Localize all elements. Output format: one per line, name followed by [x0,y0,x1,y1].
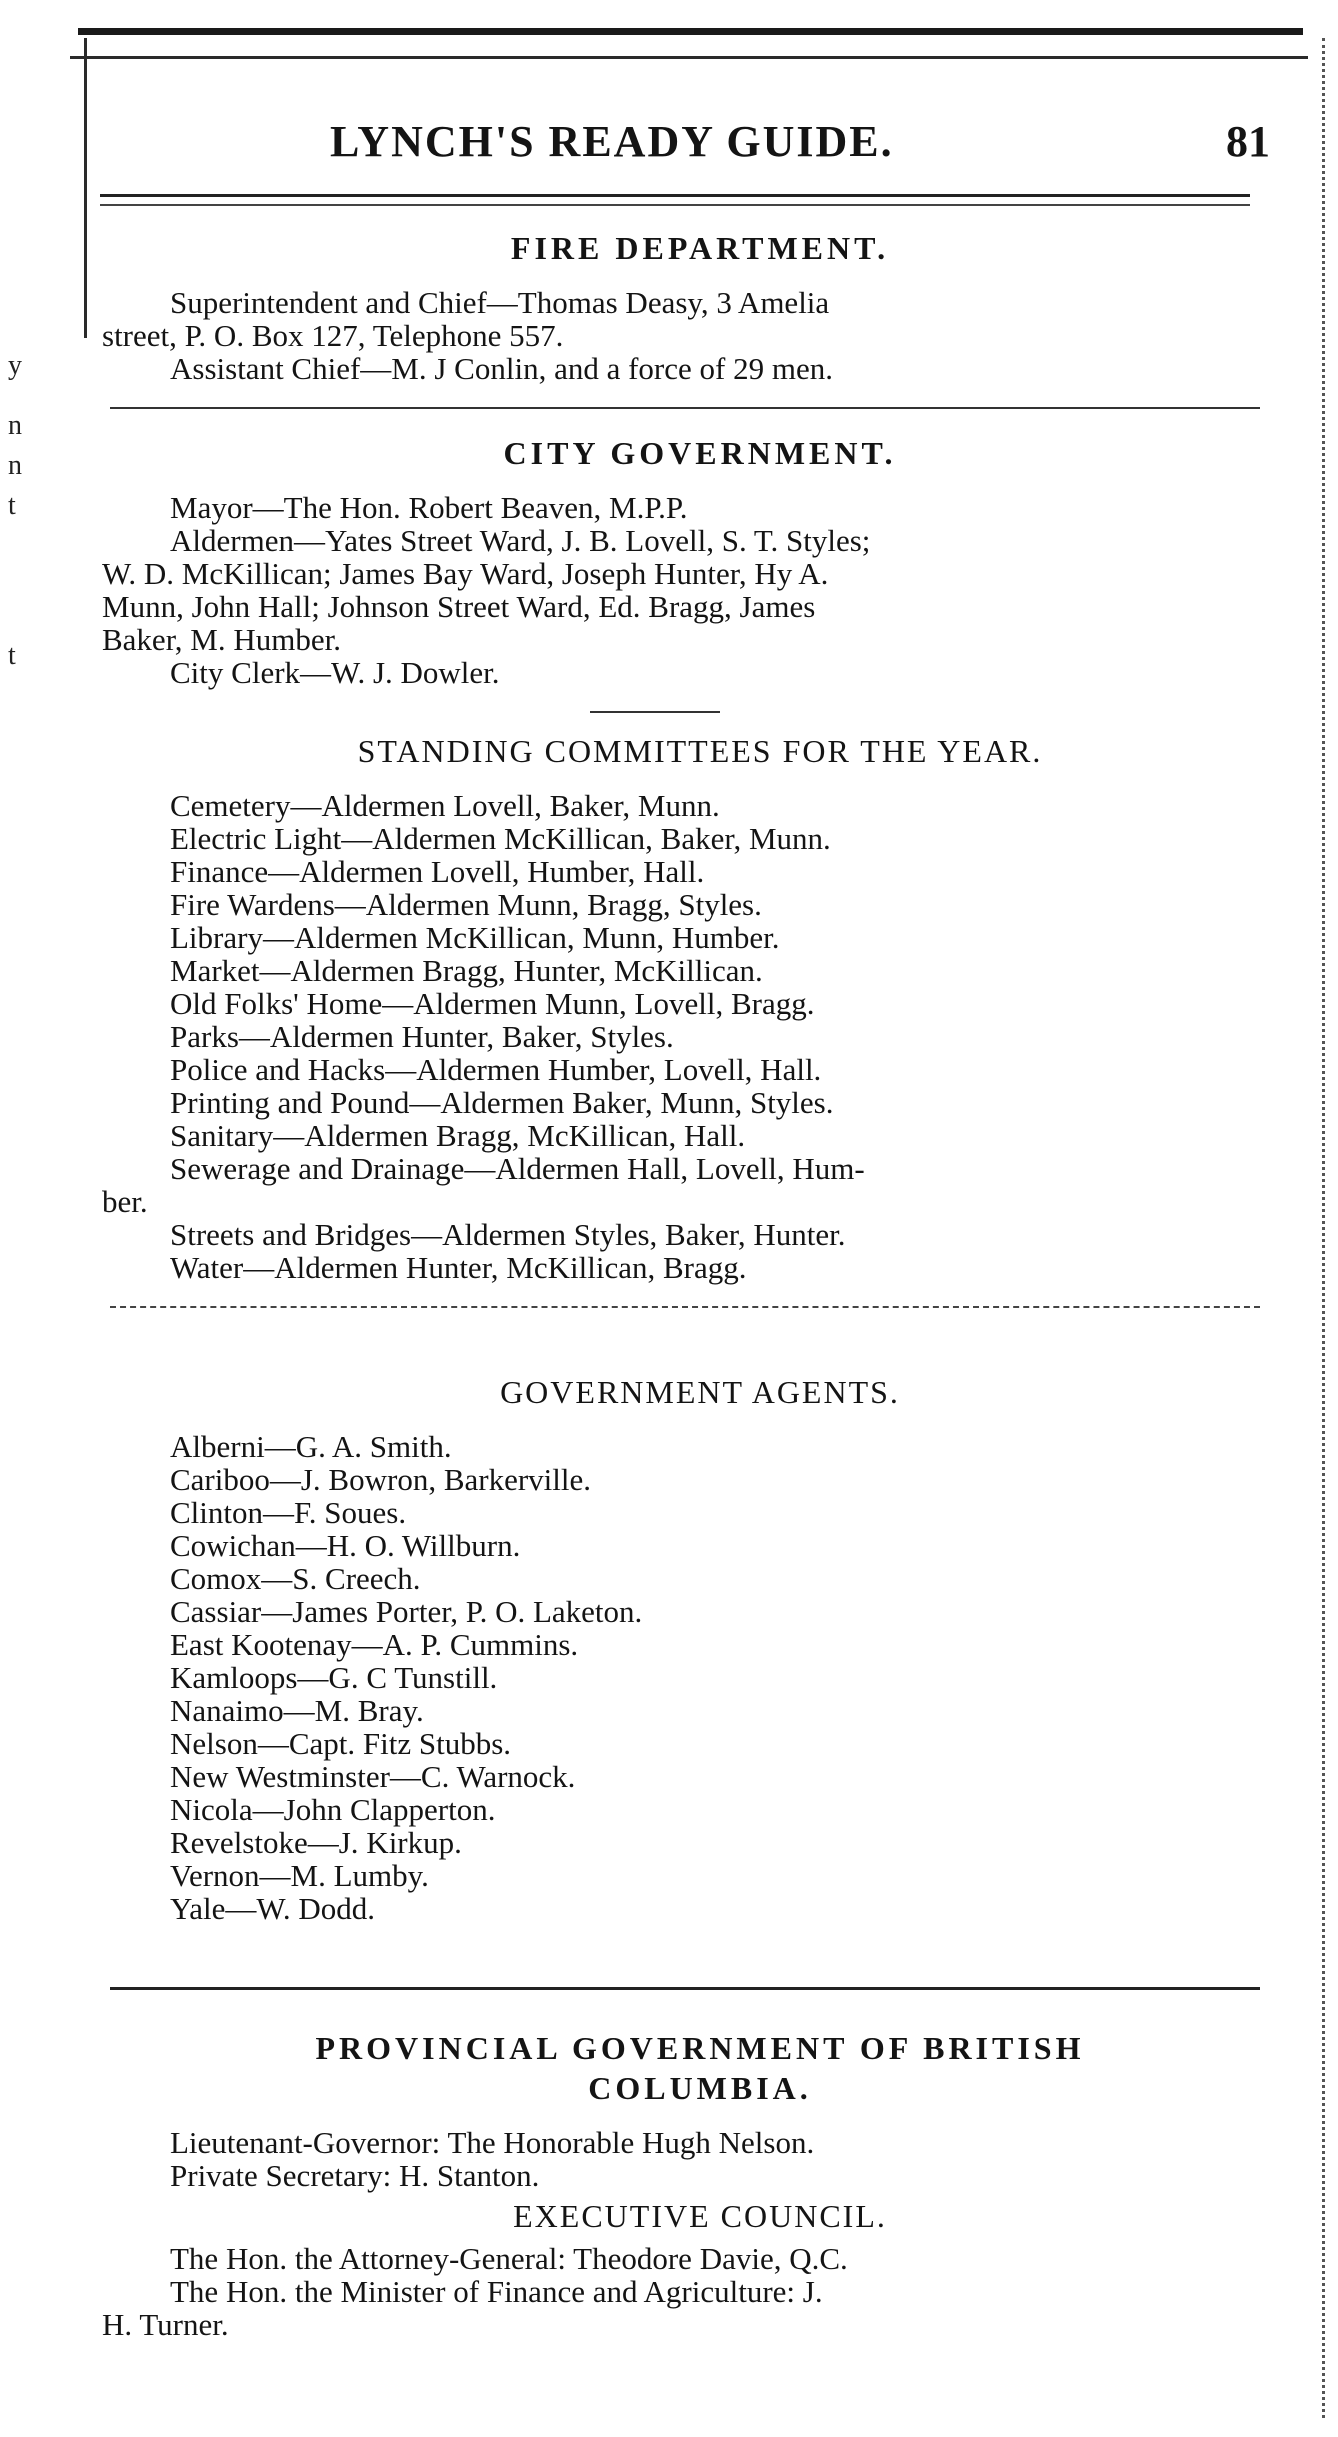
header-rule [100,194,1250,197]
list-item: Parks—Aldermen Hunter, Baker, Styles. [170,1019,674,1054]
section-divider [110,1987,1260,1990]
list-item: Police and Hacks—Aldermen Humber, Lovell, Hall. [170,1052,822,1087]
section-divider [110,407,1260,409]
text-line: Lieutenant-Governor: The Honorable Hugh Nelson. [170,2125,815,2160]
text-line: Private Secretary: H. Stanton. [170,2158,540,2193]
text-line: Mayor—The Hon. Robert Beaven, M.P.P. [170,490,688,525]
text-line: street, P. O. Box 127, Telephone 557. [102,318,564,353]
margin-fragment: n [8,410,22,441]
margin-fragment: n [8,450,22,481]
book-page [70,18,1325,2428]
standing-committees-section [70,731,1270,1284]
margin-fragment: t [8,490,16,521]
city-government-section [70,433,1270,689]
list-item: East Kootenay—A. P. Cummins. [170,1627,579,1662]
list-item: Fire Wardens—Aldermen Munn, Bragg, Styles. [170,887,762,922]
margin-fragment: t [8,640,16,671]
list-item: Water—Aldermen Hunter, McKillican, Bragg. [170,1250,747,1285]
section-heading: FIRE DEPARTMENT. [510,230,890,266]
provincial-government-section [70,2028,1270,2341]
margin-fragment: y [8,350,22,381]
section-heading-continued: COLUMBIA. [588,2070,812,2106]
text-line: Assistant Chief—M. J Conlin, and a force of 29 men. [170,351,833,386]
header-rule-secondary [100,204,1250,206]
left-margin-fragments [0,0,30,2437]
list-item: Comox—S. Creech. [170,1561,421,1596]
list-item: Nicola—John Clapperton. [170,1792,496,1827]
page-number: 81 [1226,117,1270,166]
text-line: W. D. McKillican; James Bay Ward, Joseph Hunter, Hy A. [102,556,829,591]
list-item: Old Folks' Home—Aldermen Munn, Lovell, Bragg. [170,986,815,1021]
fire-department-section [70,228,1270,385]
list-item: Cemetery—Aldermen Lovell, Baker, Munn. [170,788,720,823]
text-line: Aldermen—Yates Street Ward, J. B. Lovell, S. T. Styles; [170,523,871,558]
list-item: Cariboo—J. Bowron, Barkerville. [170,1462,592,1497]
list-item: Cowichan—H. O. Willburn. [170,1528,521,1563]
text-line: Superintendent and Chief—Thomas Deasy, 3 Amelia [170,285,830,320]
list-item: Sanitary—Aldermen Bragg, McKillican, Hall. [170,1118,746,1153]
top-rule [78,28,1303,35]
text-line: Baker, M. Humber. [102,622,341,657]
list-item: Alberni—G. A. Smith. [170,1429,452,1464]
list-item: Vernon—M. Lumby. [170,1858,429,1893]
list-item: Nelson—Capt. Fitz Stubbs. [170,1726,512,1761]
text-line: H. Turner. [102,2307,229,2342]
list-item: Electric Light—Aldermen McKillican, Baker, Munn. [170,821,831,856]
list-item: Yale—W. Dodd. [170,1891,375,1926]
section-heading: CITY GOVERNMENT. [503,435,897,471]
list-item: Nanaimo—M. Bray. [170,1693,424,1728]
section-heading: GOVERNMENT AGENTS. [500,1374,900,1410]
subsection-heading: EXECUTIVE COUNCIL. [513,2198,887,2234]
list-item: Market—Aldermen Bragg, Hunter, McKillican. [170,953,763,988]
page-content [70,228,1270,2341]
section-heading: STANDING COMMITTEES FOR THE YEAR. [357,733,1043,769]
running-title: LYNCH'S READY GUIDE. [330,117,894,166]
list-item: Revelstoke—J. Kirkup. [170,1825,462,1860]
list-item: Printing and Pound—Aldermen Baker, Munn, Styles. [170,1085,834,1120]
right-border [1319,38,1325,2418]
list-item: Finance—Aldermen Lovell, Humber, Hall. [170,854,705,889]
text-line: City Clerk—W. J. Dowler. [170,655,500,690]
text-line: The Hon. the Minister of Finance and Agriculture: J. [170,2274,823,2309]
list-item: Sewerage and Drainage—Aldermen Hall, Lovell, Hum- [170,1151,865,1186]
list-item: Kamloops—G. C Tunstill. [170,1660,498,1695]
text-line: The Hon. the Attorney-General: Theodore Davie, Q.C. [170,2241,848,2276]
section-heading: PROVINCIAL GOVERNMENT OF BRITISH [315,2030,1085,2066]
top-rule-thin [70,56,1308,59]
list-item: Library—Aldermen McKillican, Munn, Humber. [170,920,780,955]
list-item: Streets and Bridges—Aldermen Styles, Baker, Hunter. [170,1217,846,1252]
government-agents-section [70,1372,1270,1925]
short-divider [590,711,720,713]
text-line: Munn, John Hall; Johnson Street Ward, Ed. Bragg, James [102,589,816,624]
page-header [160,116,1270,176]
list-item: ber. [102,1184,148,1219]
list-item: Cassiar—James Porter, P. O. Laketon. [170,1594,643,1629]
section-divider [110,1306,1260,1308]
list-item: Clinton—F. Soues. [170,1495,407,1530]
list-item: New Westminster—C. Warnock. [170,1759,576,1794]
